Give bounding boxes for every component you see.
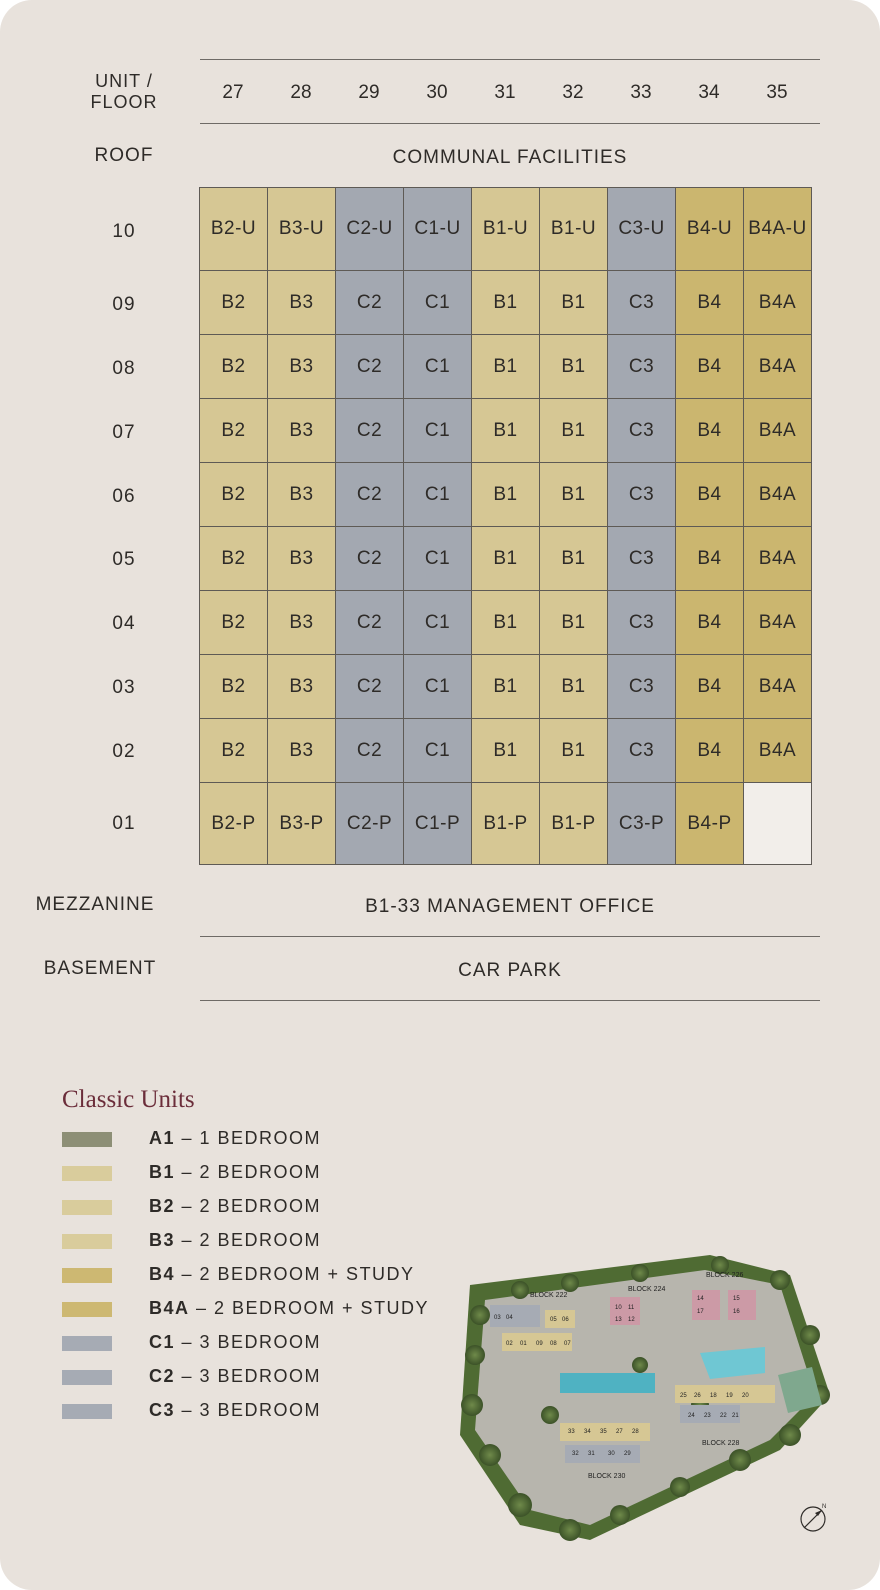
unit-cell: B4 [675, 398, 744, 463]
legend-description: – 2 BEDROOM [175, 1162, 322, 1182]
unit-cell: C2 [335, 334, 404, 399]
unit-number: 31 [494, 82, 516, 103]
legend-description: – 1 BEDROOM [175, 1128, 322, 1148]
unit-cell: C1 [403, 654, 472, 719]
unit-cell: C3 [607, 270, 676, 335]
legend-swatch [62, 1370, 112, 1385]
unit-cell: C2 [335, 398, 404, 463]
unit-cell: B4 [675, 590, 744, 655]
unit-cell: C2 [335, 270, 404, 335]
site-unit-number: 17 [697, 1309, 704, 1315]
legend-code: C2 [149, 1366, 176, 1386]
unit-cell: B1 [471, 590, 540, 655]
roof-label: ROOF [94, 145, 154, 166]
unit-cell: B1 [471, 654, 540, 719]
unit-cell: B2-U [199, 187, 268, 271]
site-unit-number: 33 [568, 1429, 575, 1435]
unit-cell: C1 [403, 462, 472, 527]
unit-cell: B2-P [199, 782, 268, 865]
legend-description: – 2 BEDROOM + STUDY [189, 1298, 430, 1318]
unit-cell: B3 [267, 270, 336, 335]
legend-code: A1 [149, 1128, 176, 1148]
legend-code: B2 [149, 1196, 176, 1216]
site-unit-number: 11 [628, 1305, 635, 1311]
unit-cell: B1 [471, 270, 540, 335]
unit-cell: B1-U [539, 187, 608, 271]
site-unit-number: 18 [710, 1393, 717, 1399]
unit-cell: B1 [471, 718, 540, 783]
unit-cell: C2 [335, 526, 404, 591]
unit-cell: C2-U [335, 187, 404, 271]
unit-cell: C3 [607, 654, 676, 719]
basement-label: BASEMENT [43, 958, 157, 979]
unit-cell: C3-U [607, 187, 676, 271]
mezzanine-label: MEZZANINE [35, 894, 155, 915]
unit-cell: B1-P [539, 782, 608, 865]
legend-swatch [62, 1166, 112, 1181]
unit-cell: C1 [403, 526, 472, 591]
legend-description: – 2 BEDROOM [175, 1230, 322, 1250]
unit-cell: B2 [199, 270, 268, 335]
site-unit-number: 30 [608, 1451, 615, 1457]
legend-description: – 3 BEDROOM [175, 1400, 322, 1420]
unit-cell: C1 [403, 590, 472, 655]
unit-cell: C1 [403, 270, 472, 335]
unit-cell: C3 [607, 718, 676, 783]
unit-cell: B2 [199, 590, 268, 655]
unit-cell: B4A [743, 526, 812, 591]
unit-cell: B4 [675, 270, 744, 335]
unit-cell: C3 [607, 398, 676, 463]
unit-cell: C1-U [403, 187, 472, 271]
unit-cell: C3 [607, 526, 676, 591]
unit-cell: C3 [607, 590, 676, 655]
site-unit-number: 24 [688, 1413, 695, 1419]
site-unit-number: 19 [726, 1393, 733, 1399]
unit-cell: B4-P [675, 782, 744, 865]
unit-cell: B4 [675, 334, 744, 399]
unit-cell: B3 [267, 334, 336, 399]
site-unit-number: 04 [506, 1315, 513, 1321]
mezzanine-rule [200, 936, 820, 937]
floor-number: 07 [112, 422, 136, 443]
site-unit-number: 25 [680, 1393, 687, 1399]
unit-cell: B2 [199, 654, 268, 719]
legend-swatch [62, 1336, 112, 1351]
unit-cell: B2 [199, 526, 268, 591]
legend-text [149, 1162, 321, 1183]
site-unit-number: 15 [733, 1296, 740, 1302]
site-unit-number: 23 [704, 1413, 711, 1419]
unit-cell: C3 [607, 334, 676, 399]
unit-cell: B4A-U [743, 187, 812, 271]
unit-cell: B2 [199, 398, 268, 463]
unit-cell: C2-P [335, 782, 404, 865]
block-label: BLOCK 226 [706, 1272, 744, 1279]
legend-swatch [62, 1132, 112, 1147]
site-unit-number: 34 [584, 1429, 591, 1435]
unit-cell: B4A [743, 334, 812, 399]
unit-number: 35 [766, 82, 788, 103]
unit-cell: B1 [539, 398, 608, 463]
basement-rule [200, 1000, 820, 1001]
roof-facilities: COMMUNAL FACILITIES [392, 147, 628, 168]
site-unit-number: 10 [615, 1305, 622, 1311]
lap-pool [560, 1373, 655, 1393]
site-unit-number: 12 [628, 1317, 635, 1323]
unit-number: 30 [426, 82, 448, 103]
floor-number: 08 [112, 358, 136, 379]
legend-title: Classic Units [62, 1086, 195, 1113]
floor-label: FLOOR [90, 92, 158, 112]
floor-number: 10 [112, 221, 136, 242]
block-226-tower-b [728, 1290, 756, 1320]
unit-cell: C3-P [607, 782, 676, 865]
legend-code: C3 [149, 1400, 176, 1420]
unit-cell: B1 [539, 270, 608, 335]
header-bottom-rule [200, 123, 820, 124]
north-arrow-icon [798, 1503, 828, 1533]
block-label: BLOCK 230 [588, 1473, 626, 1480]
legend-text [149, 1400, 321, 1421]
unit-cell: B3 [267, 526, 336, 591]
management-office: B1-33 MANAGEMENT OFFICE [365, 896, 655, 917]
legend-description: – 2 BEDROOM + STUDY [175, 1264, 415, 1284]
site-unit-number: 02 [506, 1341, 513, 1347]
legend-swatch [62, 1268, 112, 1283]
unit-cell: B1 [539, 334, 608, 399]
unit-cell: B2 [199, 334, 268, 399]
unit-cell: B4A [743, 654, 812, 719]
unit-cell: B3 [267, 718, 336, 783]
block-label: BLOCK 224 [628, 1286, 666, 1293]
site-unit-number: 14 [697, 1296, 704, 1302]
unit-cell: C3 [607, 462, 676, 527]
site-unit-number: 29 [624, 1451, 631, 1457]
legend-text [149, 1332, 321, 1353]
site-unit-number: 13 [615, 1317, 622, 1323]
site-unit-number: 16 [733, 1309, 740, 1315]
legend-code: B1 [149, 1162, 176, 1182]
legend-text [149, 1264, 415, 1285]
unit-cell: B4-U [675, 187, 744, 271]
unit-cell: B1-P [471, 782, 540, 865]
unit-number: 28 [290, 82, 312, 103]
unit-cell: B4 [675, 526, 744, 591]
unit-cell: B4 [675, 718, 744, 783]
legend-description: – 2 BEDROOM [175, 1196, 322, 1216]
unit-cell: B2 [199, 462, 268, 527]
floor-number: 02 [112, 741, 136, 762]
block-226-tower-a [692, 1290, 720, 1320]
site-unit-number: 07 [564, 1341, 571, 1347]
unit-cell: B1-U [471, 187, 540, 271]
site-unit-number: 28 [632, 1429, 639, 1435]
floor-number: 01 [112, 813, 136, 834]
unit-cell: C2 [335, 718, 404, 783]
unit-cell: C2 [335, 462, 404, 527]
legend-code: B3 [149, 1230, 176, 1250]
unit-cell: B3 [267, 462, 336, 527]
site-unit-number: 26 [694, 1393, 701, 1399]
floor-number: 09 [112, 294, 136, 315]
unit-cell: B3-U [267, 187, 336, 271]
unit-cell: B1 [539, 462, 608, 527]
unit-cell: C1 [403, 398, 472, 463]
unit-cell: B1 [471, 398, 540, 463]
legend-swatch [62, 1200, 112, 1215]
unit-cell: C1 [403, 718, 472, 783]
floor-number: 06 [112, 486, 136, 507]
site-unit-number: 22 [720, 1413, 727, 1419]
unit-cell: B4 [675, 654, 744, 719]
block-label: BLOCK 228 [702, 1440, 740, 1447]
unit-cell: B4A [743, 462, 812, 527]
floor-number: 04 [112, 613, 136, 634]
unit-cell: B1 [471, 526, 540, 591]
unit-cell: B4A [743, 590, 812, 655]
legend-text [149, 1196, 321, 1217]
site-unit-number: 31 [588, 1451, 595, 1457]
unit-cell: B1 [471, 462, 540, 527]
unit-cell: B1 [539, 526, 608, 591]
block-label: BLOCK 222 [530, 1292, 568, 1299]
unit-cell: B4A [743, 398, 812, 463]
legend-code: B4 [149, 1264, 176, 1284]
site-unit-number: 27 [616, 1429, 623, 1435]
legend-code: C1 [149, 1332, 176, 1352]
legend-description: – 3 BEDROOM [175, 1332, 322, 1352]
unit-cell: B4 [675, 462, 744, 527]
site-unit-number: 35 [600, 1429, 607, 1435]
site-unit-number: 06 [562, 1317, 569, 1323]
legend-swatch [62, 1404, 112, 1419]
legend-text [149, 1230, 321, 1251]
unit-cell: B3 [267, 398, 336, 463]
unit-number: 34 [698, 82, 720, 103]
site-unit-number: 09 [536, 1341, 543, 1347]
site-unit-number: 21 [732, 1413, 739, 1419]
unit-number: 33 [630, 82, 652, 103]
site-unit-number: 20 [742, 1393, 749, 1399]
legend-text [149, 1366, 321, 1387]
unit-cell: B3 [267, 654, 336, 719]
floor-number: 03 [112, 677, 136, 698]
site-unit-number: 03 [494, 1315, 501, 1321]
unit-cell: B1 [539, 590, 608, 655]
header-top-rule [200, 59, 820, 60]
unit-cell: B3 [267, 590, 336, 655]
legend-swatch [62, 1302, 112, 1317]
unit-cell: C1-P [403, 782, 472, 865]
unit-floor-label [64, 71, 184, 113]
legend-description: – 3 BEDROOM [175, 1366, 322, 1386]
unit-cell: C1 [403, 334, 472, 399]
empty-cell [743, 782, 812, 865]
unit-cell: B1 [471, 334, 540, 399]
unit-cell: B1 [539, 718, 608, 783]
unit-cell: B4A [743, 270, 812, 335]
unit-number: 29 [358, 82, 380, 103]
floor-number: 05 [112, 549, 136, 570]
block-228-units [675, 1385, 775, 1403]
site-unit-number: 05 [550, 1317, 557, 1323]
site-unit-number: 01 [520, 1341, 527, 1347]
unit-cell: C2 [335, 590, 404, 655]
unit-cell: B3-P [267, 782, 336, 865]
unit-cell: B2 [199, 718, 268, 783]
unit-cell: B1 [539, 654, 608, 719]
unit-label: UNIT / [95, 71, 153, 91]
site-unit-number: 32 [572, 1451, 579, 1457]
unit-cell: B4A [743, 718, 812, 783]
unit-number: 27 [222, 82, 244, 103]
svg-text:N: N [822, 1504, 827, 1510]
site-unit-number: 08 [550, 1341, 557, 1347]
legend-text [149, 1298, 429, 1319]
unit-number: 32 [562, 82, 584, 103]
legend-code: B4A [149, 1298, 190, 1318]
unit-cell: C2 [335, 654, 404, 719]
legend-swatch [62, 1234, 112, 1249]
legend-text [149, 1128, 321, 1149]
car-park: CAR PARK [458, 960, 562, 981]
